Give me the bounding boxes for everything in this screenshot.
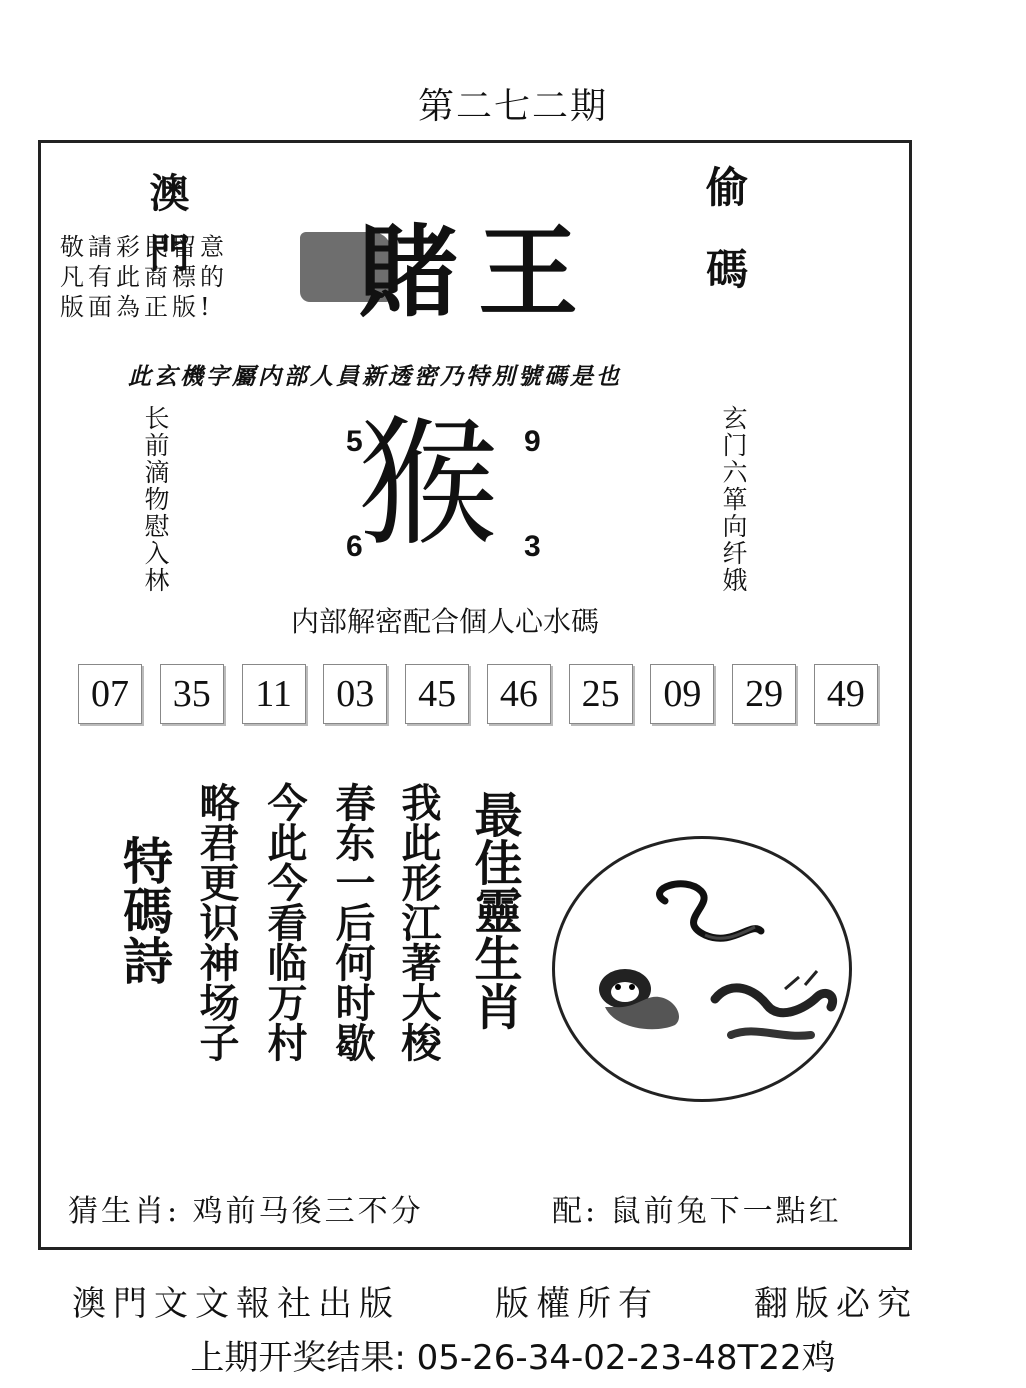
snake-ink-image (660, 884, 761, 939)
corner-number-bottom-left: 6 (346, 530, 363, 563)
number-box: 46 (487, 664, 551, 724)
number-box: 45 (405, 664, 469, 724)
notice-line: 敬請彩民留意 (60, 233, 228, 261)
last-draw-result: 上期开奖结果: 05-26-34-02-23-48T22鸡 (190, 1338, 836, 1378)
number-box: 25 (569, 664, 633, 724)
copyright-text: 版權所有 (495, 1284, 659, 1324)
best-zodiac-label: 最佳靈生肖 (466, 790, 522, 1030)
poem-column: 春东一后何时歇 (329, 782, 375, 1062)
number-box: 03 (323, 664, 387, 724)
corner-number-top-left: 5 (346, 425, 363, 458)
number-row (78, 664, 878, 724)
dog-ink-image (599, 969, 679, 1029)
number-box: 29 (732, 664, 796, 724)
dragon-ink-image (715, 971, 833, 1036)
piracy-warning-text: 翻版必究 (754, 1284, 918, 1324)
left-vertical-riddle: 长前滴物慰入林 (141, 405, 170, 594)
pair-zodiac-line: 配: 鼠前兔下一點红 (552, 1194, 842, 1229)
guess-zodiac-line: 猜生肖: 鸡前马後三不分 (68, 1194, 424, 1229)
corner-number-top-right: 9 (524, 425, 541, 458)
notice-line: 版面為正版! (60, 293, 214, 321)
footer-bar (72, 1276, 918, 1325)
number-box: 07 (78, 664, 142, 724)
logo-title: 賭王 (358, 213, 598, 331)
corner-number-bottom-right: 3 (524, 530, 541, 563)
side-label-left: 澳門 (143, 172, 190, 292)
poem-column: 我此形江著大梭 (395, 782, 441, 1062)
poem-column: 略君更识神场子 (193, 782, 239, 1062)
publisher-text: 澳門文文報社出版 (72, 1284, 400, 1324)
poem-title: 特碼詩 (115, 835, 174, 985)
number-box: 35 (160, 664, 224, 724)
notice-line: 凡有此商標的 (60, 263, 228, 291)
inner-decode-line: 内部解密配合個人心水碼 (290, 605, 599, 638)
poem-column: 今此今看临万村 (261, 782, 307, 1062)
right-vertical-riddle: 玄门六箪向纤娥 (719, 405, 748, 594)
number-box: 09 (650, 664, 714, 724)
ink-illustrations (555, 839, 849, 1099)
side-label-right: 偷碼 (700, 165, 749, 329)
subheading: 此玄機字屬内部人員新透密乃特別號碼是也 (128, 363, 622, 390)
zodiac-illustration-circle (552, 836, 852, 1102)
number-box: 11 (242, 664, 306, 724)
notice-block (60, 232, 280, 322)
zodiac-character: 猴 (358, 403, 499, 566)
issue-title: 第二七二期 (417, 86, 608, 127)
number-box: 49 (814, 664, 878, 724)
